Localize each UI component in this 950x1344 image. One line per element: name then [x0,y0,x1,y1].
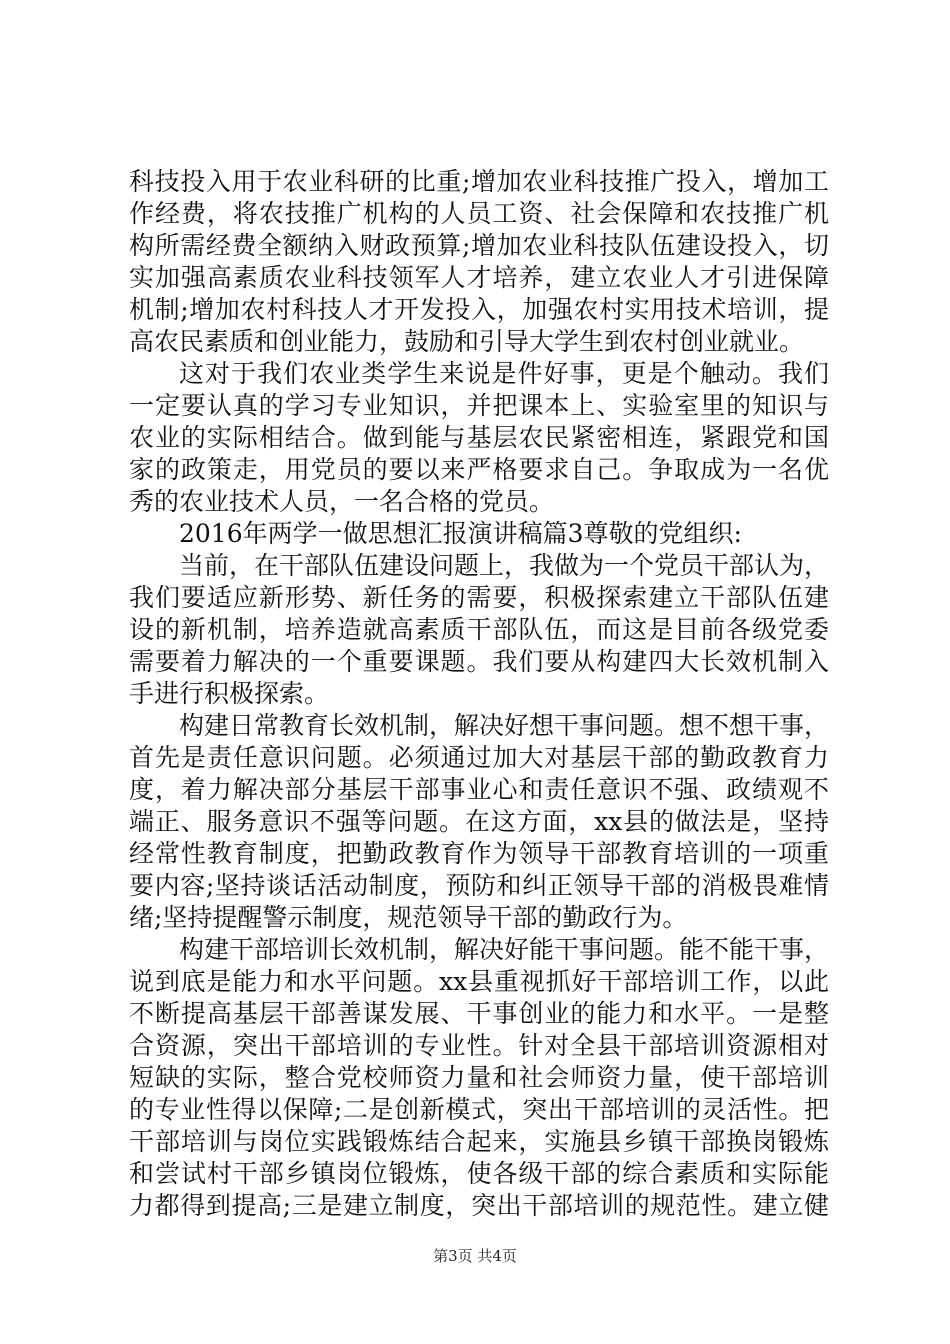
text-line: 不断提高基层干部善谋发展、干事创业的能力和水平。一是整 [129,999,829,1028]
text-line: 经常性教育制度，把勤政教育作为领导干部教育培训的一项重 [129,839,829,868]
section-heading: 2016年两学一做思想汇报演讲稿篇3尊敬的党组织: [179,519,742,548]
text-line: 设的新机制，培养造就高素质干部队伍，而这是目前各级党委 [129,615,829,644]
text-line: 和尝试村干部乡镇岗位锻炼，使各级干部的综合素质和实际能 [129,1159,829,1188]
text-line: 端正、服务意识不强等问题。在这方面，xx县的做法是，坚持 [129,807,829,836]
text-line: 度，着力解决部分基层干部事业心和责任意识不强、政绩观不 [129,775,829,804]
text-line: 手进行积极探索。 [129,679,330,708]
text-line: 这对于我们农业类学生来说是件好事，更是个触动。我们 [179,359,829,388]
text-line: 高农民素质和创业能力，鼓励和引导大学生到农村创业就业。 [129,327,805,356]
text-line: 科技投入用于农业科研的比重;增加农业科技推广投入，增加工 [129,167,829,196]
text-line: 说到底是能力和水平问题。xx县重视抓好干部培训工作，以此 [129,967,829,996]
text-line: 一定要认真的学习专业知识，并把课本上、实验室里的知识与 [129,391,829,420]
text-line: 农业的实际相结合。做到能与基层农民紧密相连，紧跟党和国 [129,423,829,452]
text-line: 机制;增加农村科技人才开发投入，加强农村实用技术培训，提 [129,295,829,324]
text-line: 我们要适应新形势、新任务的需要，积极探索建立干部队伍建 [129,583,829,612]
text-line: 家的政策走，用党员的要以来严格要求自己。争取成为一名优 [129,455,829,484]
text-line: 短缺的实际，整合党校师资力量和社会师资力量，使干部培训 [129,1063,829,1092]
text-line: 构建干部培训长效机制，解决好能干事问题。能不能干事， [179,935,830,964]
text-line: 的专业性得以保障;二是创新模式，突出干部培训的灵活性。把 [129,1095,829,1124]
text-line: 实加强高素质农业科技领军人才培养，建立农业人才引进保障 [129,263,829,292]
text-line: 作经费，将农技推广机构的人员工资、社会保障和农技推广机 [129,199,829,228]
text-line: 需要着力解决的一个重要课题。我们要从构建四大长效机制入 [129,647,829,676]
text-line: 合资源，突出干部培训的专业性。针对全县干部培训资源相对 [129,1031,829,1060]
text-line: 构所需经费全额纳入财政预算;增加农业科技队伍建设投入，切 [129,231,829,260]
text-line: 构建日常教育长效机制，解决好想干事问题。想不想干事， [179,711,830,740]
page-number-footer: 第3页 共4页 [433,1247,517,1265]
text-line: 要内容;坚持谈话活动制度，预防和纠正领导干部的消极畏难情 [129,871,829,900]
text-line: 首先是责任意识问题。必须通过加大对基层干部的勤政教育力 [129,743,829,772]
text-line: 秀的农业技术人员，一名合格的党员。 [129,487,555,516]
text-line: 绪;坚持提醒警示制度，规范领导干部的勤政行为。 [129,903,688,932]
text-line: 当前，在干部队伍建设问题上，我做为一个党员干部认为， [179,551,830,580]
text-line: 干部培训与岗位实践锻炼结合起来，实施县乡镇干部换岗锻炼 [129,1127,829,1156]
document-body [129,166,829,1222]
text-line: 力都得到提高;三是建立制度，突出干部培训的规范性。建立健 [129,1191,829,1220]
